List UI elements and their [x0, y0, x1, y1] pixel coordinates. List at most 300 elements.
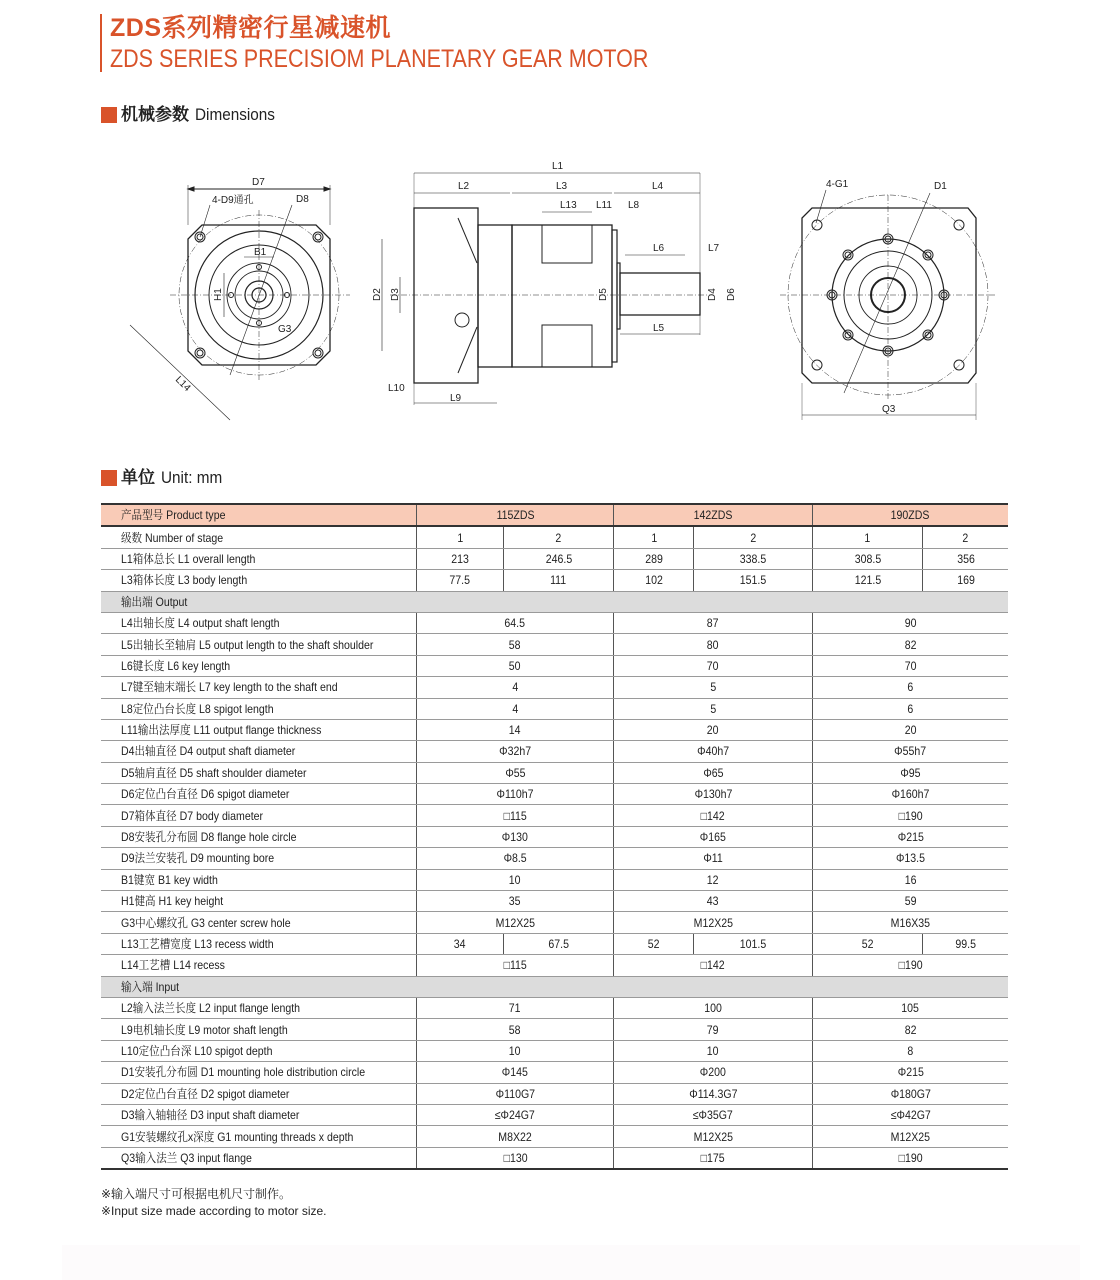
gear-body: [512, 225, 612, 367]
row-label: [101, 1104, 417, 1125]
unit-heading-cn: 单位: [121, 468, 155, 487]
value-cell: [614, 848, 813, 869]
value-cell-text: 70: [904, 658, 917, 673]
value-cell-text: 16: [904, 872, 917, 887]
table-row: [101, 762, 1008, 783]
section-label-input-text: 输入端 Input: [121, 979, 180, 994]
value-cell: [614, 612, 813, 633]
value-cell: [614, 933, 694, 954]
value-cell-text: □115: [503, 808, 527, 823]
value-cell-text: 8: [907, 1043, 914, 1058]
value-cell: [614, 869, 813, 890]
table-row: [101, 677, 1008, 698]
label-d6: D6: [726, 288, 737, 301]
value-cell: [812, 826, 1008, 847]
value-cell-text: 121.5: [854, 573, 881, 588]
row-label-text: H1健高 H1 key height: [121, 894, 224, 909]
value-cell-text: 20: [707, 723, 719, 738]
value-cell: [694, 933, 812, 954]
value-cell-text: 43: [707, 894, 719, 909]
label-l10: L10: [388, 383, 405, 394]
value-cell-text: ≤Φ42G7: [890, 1108, 931, 1123]
table-row: [101, 1126, 1008, 1147]
value-cell: [614, 955, 813, 976]
value-cell-text: 64.5: [504, 616, 526, 631]
table-row: [101, 741, 1008, 762]
value-cell-text: 1: [456, 530, 463, 545]
row-label-text: L1箱体总长 L1 overall length: [121, 551, 256, 566]
value-cell: [614, 762, 813, 783]
value-cell: [614, 548, 694, 569]
value-cell: [417, 762, 614, 783]
value-cell-text: Φ130h7: [694, 787, 733, 802]
value-cell: [417, 891, 614, 912]
value-cell-text: 82: [904, 637, 917, 652]
value-cell: [614, 634, 813, 655]
value-cell: [417, 1104, 614, 1125]
value-cell: [614, 784, 813, 805]
value-cell-text: □142: [701, 808, 726, 823]
value-cell: [417, 848, 614, 869]
value-cell: [503, 526, 614, 548]
value-cell: [417, 1040, 614, 1061]
table-row: [101, 848, 1008, 869]
row-label-text: 级数 Number of stage: [121, 530, 224, 545]
row-label: [101, 698, 417, 719]
note-en: ※Input size made according to motor size.: [101, 1204, 327, 1218]
table-row: [101, 933, 1008, 954]
row-label-text: L8定位凸台长度 L8 spigot length: [121, 701, 274, 716]
row-label: [101, 826, 417, 847]
value-cell: [417, 677, 614, 698]
value-cell: [614, 891, 813, 912]
value-cell: [694, 526, 812, 548]
label-l9: L9: [450, 393, 462, 404]
note-cn: ※输入端尺寸可根据电机尺寸制作。: [101, 1187, 292, 1201]
value-cell: [923, 548, 1008, 569]
value-cell: [812, 762, 1008, 783]
label-q3: Q3: [882, 404, 896, 415]
value-cell: [417, 955, 614, 976]
label-d8: D8: [296, 194, 309, 205]
value-cell-text: Φ65: [703, 765, 724, 780]
value-cell: [812, 570, 923, 591]
value-cell-text: 151.5: [739, 573, 767, 588]
value-cell: [812, 1126, 1008, 1147]
value-cell: [417, 1083, 614, 1104]
value-cell: [417, 997, 614, 1018]
row-label-text: D3输入轴轴径 D3 input shaft diameter: [121, 1108, 300, 1123]
value-cell: [812, 912, 1008, 933]
value-cell-text: 213: [451, 551, 469, 566]
value-cell-text: 338.5: [739, 551, 767, 566]
row-label: [101, 997, 417, 1018]
value-cell-text: 4: [512, 680, 519, 695]
value-cell: [614, 1147, 813, 1169]
value-cell: [812, 784, 1008, 805]
label-d7: D7: [252, 177, 265, 188]
value-cell: [812, 891, 1008, 912]
value-cell-text: M12X25: [693, 915, 733, 930]
label-d3: D3: [390, 288, 401, 301]
value-cell: [923, 526, 1008, 548]
value-cell-text: M16X35: [890, 915, 931, 930]
row-label: [101, 741, 417, 762]
table-row: [101, 891, 1008, 912]
value-cell-text: 10: [707, 1043, 719, 1058]
section-row-input: [101, 976, 1008, 997]
value-cell-text: 101.5: [739, 937, 767, 951]
value-cell-text: 2: [555, 530, 562, 545]
label-l6: L6: [653, 243, 665, 254]
dimensions-heading-cn: 机械参数: [121, 105, 189, 124]
value-cell-text: 2: [962, 530, 969, 545]
value-cell-text: □190: [898, 1150, 923, 1165]
row-label-text: Q3输入法兰 Q3 input flange: [121, 1150, 252, 1165]
value-cell-text: 10: [509, 872, 522, 887]
value-cell-text: Φ32h7: [499, 744, 532, 759]
row-label-text: L11输出法厚度 L11 output flange thickness: [121, 723, 322, 738]
row-label: [101, 1040, 417, 1061]
row-label: [101, 612, 417, 633]
table-row: [101, 1040, 1008, 1061]
value-cell-text: 67.5: [548, 937, 569, 951]
row-label-text: L5出轴长至轴肩 L5 output length to the shaft shoulder: [121, 637, 374, 652]
section-label-input: [101, 976, 1008, 997]
label-l5: L5: [653, 323, 665, 334]
table-row: [101, 526, 1008, 548]
input-flange: [414, 208, 478, 383]
value-cell-text: Φ200: [700, 1065, 727, 1080]
label-l14: L14: [172, 374, 193, 394]
table-row: [101, 1147, 1008, 1169]
value-cell-text: Φ130: [502, 830, 529, 845]
value-cell: [812, 848, 1008, 869]
row-label: [101, 891, 417, 912]
row-label-text: D2定位凸台直径 D2 spigot diameter: [121, 1086, 290, 1101]
row-label: [101, 805, 417, 826]
row-label-text: L3箱体长度 L3 body length: [121, 573, 248, 588]
value-cell-text: □190: [898, 958, 923, 973]
value-cell-text: Φ55: [505, 765, 526, 780]
value-cell: [417, 805, 614, 826]
row-label: [101, 784, 417, 805]
value-cell-text: 99.5: [955, 937, 976, 951]
value-cell-text: M8X22: [498, 1129, 532, 1144]
value-cell: [614, 1019, 813, 1040]
value-cell-text: M12X25: [495, 915, 535, 930]
value-cell-text: 1: [864, 530, 871, 545]
value-cell: [812, 805, 1008, 826]
row-label: [101, 634, 417, 655]
row-label: [101, 1126, 417, 1147]
value-cell: [417, 1019, 614, 1040]
row-label: [101, 933, 417, 954]
label-4-g1: 4-G1: [826, 179, 849, 190]
value-cell-text: Φ160h7: [891, 787, 930, 802]
value-cell-text: Φ165: [700, 830, 727, 845]
value-cell-text: 14: [509, 723, 522, 738]
table-row: [101, 698, 1008, 719]
value-cell-text: M12X25: [890, 1129, 931, 1144]
row-label: [101, 526, 417, 548]
value-cell-text: Φ13.5: [895, 851, 925, 866]
value-cell: [417, 655, 614, 676]
value-cell: [417, 869, 614, 890]
value-cell: [812, 612, 1008, 633]
label-l13: L13: [560, 200, 577, 211]
label-b1: B1: [254, 247, 267, 258]
label-d5: D5: [598, 288, 609, 301]
row-label: [101, 570, 417, 591]
value-cell: [417, 826, 614, 847]
table-row: [101, 1083, 1008, 1104]
value-cell-text: Φ180G7: [890, 1086, 931, 1101]
dimensions-heading: [101, 105, 284, 125]
value-cell-text: 87: [707, 616, 719, 631]
value-cell-text: ≤Φ35G7: [693, 1108, 734, 1123]
page-title-en: ZDS SERIES PRECISIOM PLANETARY GEAR MOTOR: [110, 45, 649, 73]
label-d2: D2: [372, 288, 383, 301]
value-cell: [503, 548, 614, 569]
value-cell: [694, 548, 812, 569]
value-cell-text: Φ11: [703, 851, 723, 866]
row-label: [101, 655, 417, 676]
value-cell-text: 356: [956, 551, 975, 566]
value-cell: [417, 1062, 614, 1083]
row-label-text: L10定位凸台深 L10 spigot depth: [121, 1043, 273, 1058]
value-cell-text: □115: [503, 958, 527, 973]
value-cell: [923, 570, 1008, 591]
value-cell-text: 82: [904, 1022, 917, 1037]
value-cell: [614, 677, 813, 698]
value-cell: [812, 955, 1008, 976]
value-cell-text: Φ95: [900, 765, 921, 780]
value-cell-text: □130: [503, 1150, 528, 1165]
value-cell: [812, 1019, 1008, 1040]
dimensions-heading-en: Dimensions: [195, 105, 275, 124]
value-cell: [614, 526, 694, 548]
label-l3: L3: [556, 181, 568, 192]
value-cell-text: Φ215: [897, 830, 924, 845]
table-row: [101, 869, 1008, 890]
value-cell: [812, 1083, 1008, 1104]
value-cell: [614, 698, 813, 719]
row-label: [101, 762, 417, 783]
value-cell: [417, 784, 614, 805]
row-label-text: L4出轴长度 L4 output shaft length: [121, 616, 280, 631]
dim-line-l14: [130, 325, 230, 420]
value-cell: [812, 698, 1008, 719]
row-label: [101, 955, 417, 976]
label-l1: L1: [552, 161, 564, 172]
value-cell: [812, 677, 1008, 698]
output-shaft: [620, 273, 700, 315]
value-cell: [417, 933, 504, 954]
table-row: [101, 1104, 1008, 1125]
rear-view-drawing: [780, 165, 1000, 425]
model-header-cell: [614, 504, 813, 526]
value-cell-text: Φ110G7: [495, 1086, 535, 1101]
value-cell-text: 50: [509, 658, 522, 673]
value-cell-text: 10: [509, 1043, 522, 1058]
row-label-text: D6定位凸台直径 D6 spigot diameter: [121, 787, 290, 802]
value-cell-text: 80: [707, 637, 719, 652]
value-cell: [812, 719, 1008, 740]
row-label-text: G1安装螺纹孔x深度 G1 mounting threads x depth: [121, 1129, 354, 1144]
value-cell: [614, 1104, 813, 1125]
row-label: [101, 677, 417, 698]
value-cell: [417, 526, 504, 548]
row-label-text: D7箱体直径 D7 body diameter: [121, 808, 264, 823]
section-label-output-text: 输出端 Output: [121, 594, 188, 609]
value-cell: [812, 634, 1008, 655]
value-cell: [417, 912, 614, 933]
model-header-cell: [812, 504, 1008, 526]
label-4-d9: 4-D9通孔: [212, 195, 254, 206]
row-label: [101, 719, 417, 740]
value-cell: [812, 997, 1008, 1018]
value-cell: [417, 719, 614, 740]
value-cell-text: 58: [509, 1022, 522, 1037]
value-cell-text: 79: [707, 1022, 719, 1037]
row-label: [101, 912, 417, 933]
value-cell-text: 111: [550, 573, 567, 588]
value-cell-text: M12X25: [693, 1129, 733, 1144]
table-row: [101, 612, 1008, 633]
value-cell-text: Φ145: [502, 1065, 529, 1080]
table-row: [101, 634, 1008, 655]
row-label: [101, 1083, 417, 1104]
table-row: [101, 997, 1008, 1018]
side-view-drawing: [370, 155, 750, 415]
table-header-row: [101, 504, 1008, 526]
model-header-cell: [417, 504, 614, 526]
value-cell-text: 2: [750, 530, 757, 545]
section-row-output: [101, 591, 1008, 612]
label-d4: D4: [707, 288, 718, 301]
value-cell: [812, 933, 923, 954]
model-header-cell-text: 115ZDS: [496, 508, 535, 523]
row-label: [101, 1062, 417, 1083]
value-cell-text: 5: [710, 680, 717, 695]
value-cell: [614, 826, 813, 847]
value-cell: [614, 655, 813, 676]
value-cell: [812, 1147, 1008, 1169]
table-row: [101, 912, 1008, 933]
value-cell: [614, 805, 813, 826]
value-cell-text: 90: [904, 616, 917, 631]
value-cell-text: □142: [701, 958, 726, 973]
row-label-text: D8安装孔分布圆 D8 flange hole circle: [121, 830, 297, 845]
row-label-text: L7键至轴末端长 L7 key length to the shaft end: [121, 680, 338, 695]
value-cell-text: 58: [509, 637, 522, 652]
value-cell: [614, 997, 813, 1018]
table-row: [101, 805, 1008, 826]
value-cell: [417, 1126, 614, 1147]
value-cell: [614, 570, 694, 591]
table-row: [101, 548, 1008, 569]
row-label: [101, 869, 417, 890]
value-cell-text: 4: [512, 701, 519, 716]
value-cell-text: 1: [650, 530, 657, 545]
header-label-cell-text: 产品型号 Product type: [121, 508, 226, 523]
spec-table: [101, 503, 1008, 1170]
label-g3: G3: [278, 324, 292, 335]
value-cell: [812, 869, 1008, 890]
value-cell-text: Φ40h7: [697, 744, 730, 759]
value-cell-text: 100: [704, 1001, 722, 1016]
row-label-text: L13工艺槽宽度 L13 recess width: [121, 937, 274, 951]
row-label: [101, 548, 417, 569]
value-cell: [417, 741, 614, 762]
front-view-drawing: [120, 165, 360, 425]
row-label-text: L14工艺槽 L14 recess: [121, 958, 225, 973]
table-row: [101, 655, 1008, 676]
value-cell-text: 5: [710, 701, 717, 716]
label-l8: L8: [628, 200, 640, 211]
value-cell-text: Φ55h7: [894, 744, 927, 759]
table-row: [101, 1062, 1008, 1083]
model-header-cell-text: 142ZDS: [693, 508, 733, 523]
value-cell: [417, 698, 614, 719]
value-cell-text: 20: [904, 723, 917, 738]
label-l2: L2: [458, 181, 470, 192]
value-cell-text: 52: [861, 937, 874, 951]
value-cell: [614, 719, 813, 740]
value-cell-text: 289: [645, 551, 663, 566]
label-l11: L11: [596, 200, 612, 211]
value-cell-text: Φ8.5: [503, 851, 527, 866]
value-cell-text: 70: [707, 658, 719, 673]
label-l4: L4: [652, 181, 664, 192]
value-cell: [417, 570, 504, 591]
value-cell: [812, 1104, 1008, 1125]
row-label: [101, 848, 417, 869]
value-cell: [417, 634, 614, 655]
unit-heading: [101, 468, 229, 488]
value-cell: [417, 1147, 614, 1169]
value-cell: [812, 526, 923, 548]
value-cell-text: ≤Φ24G7: [495, 1108, 536, 1123]
section-square-icon: [101, 470, 117, 486]
row-label-text: G3中心螺纹孔 G3 center screw hole: [121, 915, 291, 930]
table-row: [101, 784, 1008, 805]
value-cell-text: 35: [509, 894, 522, 909]
bottom-band: [62, 1245, 1080, 1280]
value-cell: [503, 570, 614, 591]
value-cell-text: 308.5: [854, 551, 881, 566]
page-title-cn: ZDS系列精密行星减速机: [110, 14, 392, 42]
label-h1: H1: [213, 288, 224, 301]
row-label-text: L6键长度 L6 key length: [121, 658, 231, 673]
table-row: [101, 1019, 1008, 1040]
value-cell: [417, 612, 614, 633]
value-cell: [614, 1126, 813, 1147]
value-cell: [812, 548, 923, 569]
value-cell-text: 52: [648, 937, 660, 951]
value-cell: [694, 570, 812, 591]
value-cell-text: Φ215: [897, 1065, 924, 1080]
value-cell-text: Φ110h7: [496, 787, 534, 802]
value-cell: [614, 912, 813, 933]
value-cell-text: 169: [956, 573, 975, 588]
row-label: [101, 1147, 417, 1169]
title-accent-bar: [100, 14, 102, 72]
row-label-text: D9法兰安装孔 D9 mounting bore: [121, 851, 275, 866]
value-cell-text: 77.5: [449, 573, 471, 588]
row-label-text: L9电机轴长度 L9 motor shaft length: [121, 1022, 288, 1037]
